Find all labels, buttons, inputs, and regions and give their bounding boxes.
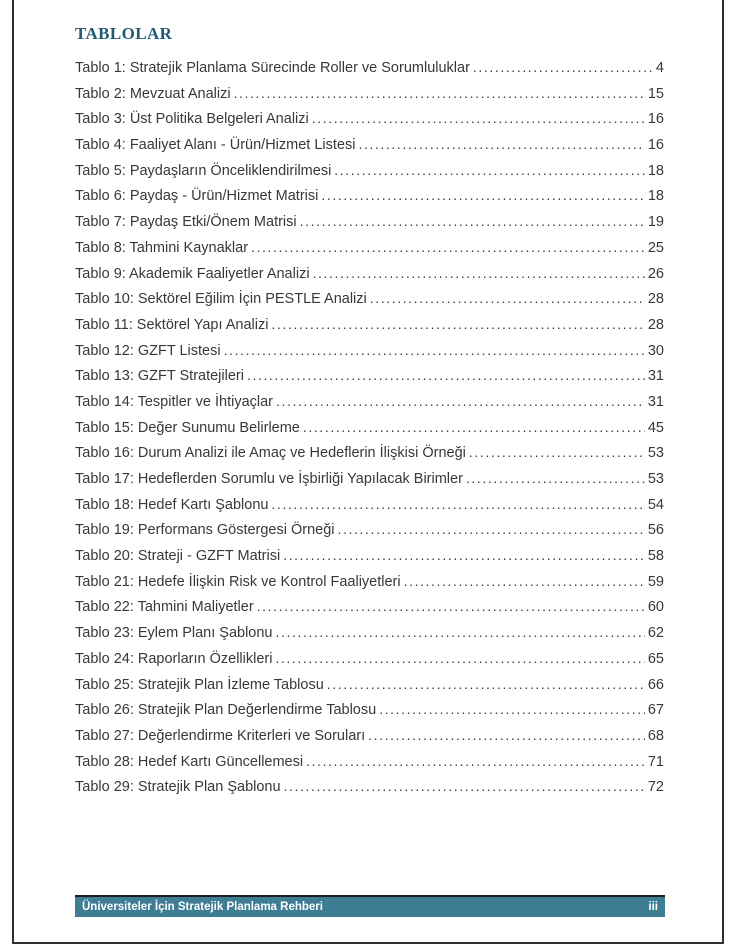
toc-entry-page-number: 58 <box>647 548 664 565</box>
toc-entry-page-number: 26 <box>647 265 664 282</box>
dot-leader <box>379 701 645 718</box>
dot-leader <box>404 573 645 590</box>
dot-leader <box>224 342 645 359</box>
dot-leader <box>312 110 645 127</box>
toc-entry[interactable] <box>75 521 665 547</box>
toc-entry-page-number: 45 <box>647 419 664 436</box>
dot-leader <box>284 778 645 795</box>
toc-entry[interactable] <box>75 59 665 85</box>
dot-leader <box>303 419 645 436</box>
toc-entry-page-number: 18 <box>647 162 664 179</box>
toc-entry-page-number: 16 <box>647 111 664 128</box>
toc-entry-label: Tablo 10: Sektörel Eğilim İçin PESTLE Analizi <box>75 291 367 308</box>
dot-leader <box>276 624 645 641</box>
dot-leader <box>321 187 645 204</box>
list-of-tables <box>75 59 665 804</box>
toc-entry-label: Tablo 13: GZFT Stratejileri <box>75 368 244 385</box>
toc-entry-page-number: 60 <box>647 599 664 616</box>
toc-entry-page-number: 68 <box>647 727 664 744</box>
toc-entry[interactable] <box>75 547 665 573</box>
dot-leader <box>275 650 644 667</box>
dot-leader <box>306 753 645 770</box>
toc-entry-page-number: 28 <box>647 291 664 308</box>
toc-entry[interactable] <box>75 419 665 445</box>
toc-entry-label: Tablo 15: Değer Sunumu Belirleme <box>75 419 300 436</box>
toc-entry-page-number: 30 <box>647 342 664 359</box>
toc-entry-page-number: 53 <box>647 471 664 487</box>
toc-entry-label: Tablo 28: Hedef Kartı Güncellemesi <box>75 753 304 770</box>
dot-leader <box>334 162 645 179</box>
toc-entry[interactable] <box>75 162 665 188</box>
dot-leader <box>257 598 645 615</box>
page-title: TABLOLAR <box>75 24 173 43</box>
toc-entry-page-number: 4 <box>655 60 664 76</box>
toc-entry-label: Tablo 27: Değerlendirme Kriterleri ve Soruları <box>75 727 366 744</box>
toc-entry-label: Tablo 22: Tahmini Maliyetler <box>75 599 254 616</box>
toc-entry[interactable] <box>75 701 665 727</box>
dot-leader <box>251 239 645 256</box>
toc-entry[interactable] <box>75 85 665 111</box>
dot-leader <box>469 444 645 461</box>
toc-entry-label: Tablo 11: Sektörel Yapı Analizi <box>75 316 269 333</box>
toc-entry-label: Tablo 24: Raporların Özellikleri <box>75 650 273 667</box>
toc-entry-page-number: 28 <box>647 316 664 333</box>
toc-entry-label: Tablo 5: Paydaşların Önceliklendirilmesi <box>75 162 332 179</box>
dot-leader <box>283 547 645 564</box>
toc-entry-page-number: 53 <box>647 445 664 462</box>
toc-entry-label: Tablo 26: Stratejik Plan Değerlendirme Tablosu <box>75 702 377 719</box>
toc-entry-label: Tablo 3: Üst Politika Belgeleri Analizi <box>75 111 309 128</box>
toc-entry-page-number: 67 <box>647 702 664 719</box>
toc-entry[interactable] <box>75 496 665 522</box>
toc-entry-page-number: 18 <box>647 188 664 205</box>
toc-entry-label: Tablo 9: Akademik Faaliyetler Analizi <box>75 265 310 282</box>
dot-leader <box>247 367 645 384</box>
dot-leader <box>370 290 645 307</box>
toc-entry-label: Tablo 16: Durum Analizi ile Amaç ve Hedeflerin İlişkisi Örneği <box>75 445 466 462</box>
toc-entry[interactable] <box>75 573 665 599</box>
dot-leader <box>300 213 645 230</box>
footer-page-number: iii <box>648 901 658 913</box>
toc-entry-page-number: 25 <box>647 239 664 256</box>
toc-entry[interactable] <box>75 624 665 650</box>
toc-entry-page-number: 59 <box>647 573 664 590</box>
toc-entry-label: Tablo 6: Paydaş - Ürün/Hizmet Matrisi <box>75 188 319 205</box>
toc-entry-label: Tablo 29: Stratejik Plan Şablonu <box>75 779 281 796</box>
toc-entry-label: Tablo 18: Hedef Kartı Şablonu <box>75 496 269 513</box>
toc-entry-label: Tablo 17: Hedeflerden Sorumlu ve İşbirliği Yapılacak Birimler <box>75 471 463 487</box>
toc-entry-page-number: 54 <box>647 496 664 513</box>
dot-leader <box>466 470 645 487</box>
toc-entry-label: Tablo 20: Strateji - GZFT Matrisi <box>75 548 281 565</box>
toc-entry[interactable] <box>75 470 665 496</box>
toc-entry-label: Tablo 23: Eylem Planı Şablonu <box>75 625 273 642</box>
toc-entry-label: Tablo 8: Tahmini Kaynaklar <box>75 239 249 256</box>
toc-entry-label: Tablo 2: Mevzuat Analizi <box>75 85 231 102</box>
toc-entry[interactable] <box>75 753 665 779</box>
toc-entry[interactable] <box>75 213 665 239</box>
toc-entry-label: Tablo 12: GZFT Listesi <box>75 342 221 359</box>
toc-entry[interactable] <box>75 778 665 804</box>
toc-entry[interactable] <box>75 727 665 753</box>
dot-leader <box>271 496 644 513</box>
toc-entry[interactable] <box>75 650 665 676</box>
dot-leader <box>276 393 645 410</box>
toc-entry[interactable] <box>75 239 665 265</box>
toc-entry[interactable] <box>75 187 665 213</box>
toc-entry[interactable] <box>75 136 665 162</box>
page-content <box>75 20 665 804</box>
toc-entry-page-number: 56 <box>647 522 664 539</box>
dot-leader <box>313 265 645 282</box>
dot-leader <box>473 59 653 76</box>
toc-entry-page-number: 31 <box>647 368 664 385</box>
dot-leader <box>234 85 645 102</box>
toc-entry-label: Tablo 21: Hedefe İlişkin Risk ve Kontrol Faaliyetleri <box>75 573 401 590</box>
toc-entry[interactable] <box>75 598 665 624</box>
dot-leader <box>368 727 645 744</box>
toc-entry-label: Tablo 4: Faaliyet Alanı - Ürün/Hizmet Listesi <box>75 137 356 154</box>
toc-entry-page-number: 71 <box>647 753 664 770</box>
toc-entry-label: Tablo 7: Paydaş Etki/Önem Matrisi <box>75 214 297 231</box>
dot-leader <box>327 676 645 693</box>
toc-entry-page-number: 15 <box>647 85 664 102</box>
toc-entry[interactable] <box>75 110 665 136</box>
toc-entry-label: Tablo 1: Stratejik Planlama Sürecinde Roller ve Sorumluluklar <box>75 60 470 76</box>
toc-entry[interactable] <box>75 342 665 368</box>
dot-leader <box>338 521 645 538</box>
toc-entry[interactable] <box>75 676 665 702</box>
footer-document-title: Üniversiteler İçin Stratejik Planlama Rehberi <box>82 901 323 913</box>
toc-entry-page-number: 65 <box>647 650 664 667</box>
footer-bar <box>75 895 665 917</box>
toc-entry[interactable] <box>75 367 665 393</box>
toc-entry-page-number: 72 <box>647 779 664 796</box>
toc-entry-page-number: 31 <box>647 393 664 410</box>
toc-entry-page-number: 66 <box>647 676 664 693</box>
toc-entry-page-number: 16 <box>647 137 664 154</box>
toc-entry-label: Tablo 19: Performans Göstergesi Örneği <box>75 522 335 539</box>
toc-entry[interactable] <box>75 393 665 419</box>
toc-entry-label: Tablo 25: Stratejik Plan İzleme Tablosu <box>75 676 324 693</box>
toc-entry-page-number: 19 <box>647 214 664 231</box>
toc-entry-label: Tablo 14: Tespitler ve İhtiyaçlar <box>75 393 274 410</box>
toc-entry-page-number: 62 <box>647 625 664 642</box>
dot-leader <box>358 136 644 153</box>
toc-entry[interactable] <box>75 444 665 470</box>
toc-entry[interactable] <box>75 290 665 316</box>
dot-leader <box>271 316 644 333</box>
toc-entry[interactable] <box>75 316 665 342</box>
toc-entry[interactable] <box>75 265 665 291</box>
